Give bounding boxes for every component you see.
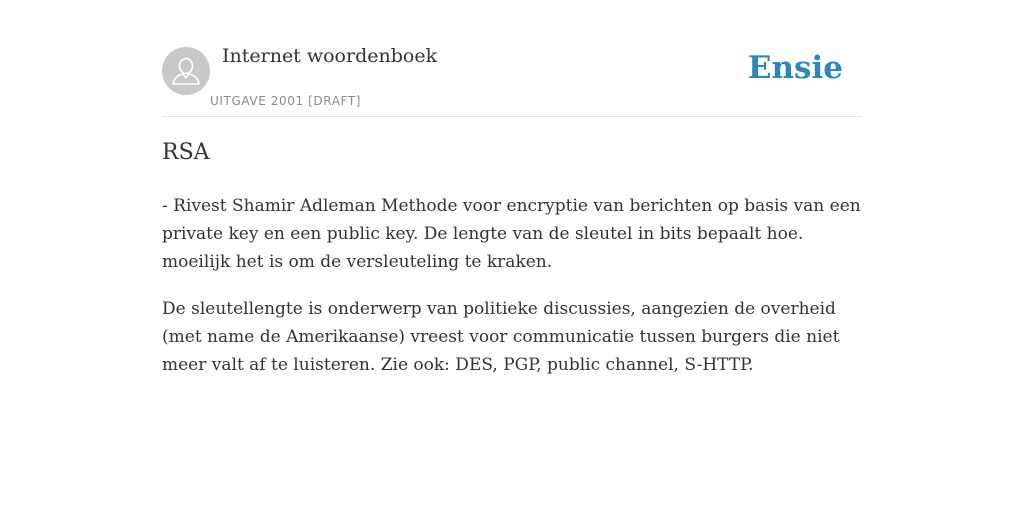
entry-paragraph-1: - Rivest Shamir Adleman Methode voor encryptie van berichten op basis van een private key en een public key. De lengte van de sleutel in bits bepaalt hoe. moeilijk het is om de versleuteling te kraken. [162, 196, 861, 272]
page-container [162, 0, 862, 375]
entry-paragraph-2: De sleutellengte is onderwerp van politieke discussies, aangezien de overheid (met name de Amerikaanse) vreest voor communicatie tussen burgers die niet meer valt af te luisteren. Zie ook: DES, PGP, public channel, S-HTTP. [162, 299, 840, 375]
entry-title: RSA [162, 140, 210, 165]
page-header [162, 0, 862, 117]
ensie-logo-link[interactable]: Ensie [747, 50, 843, 86]
dictionary-title[interactable]: Internet woordenboek [222, 45, 438, 67]
user-avatar-icon[interactable] [162, 47, 210, 95]
edition-label: UITGAVE 2001 [DRAFT] [210, 94, 362, 108]
